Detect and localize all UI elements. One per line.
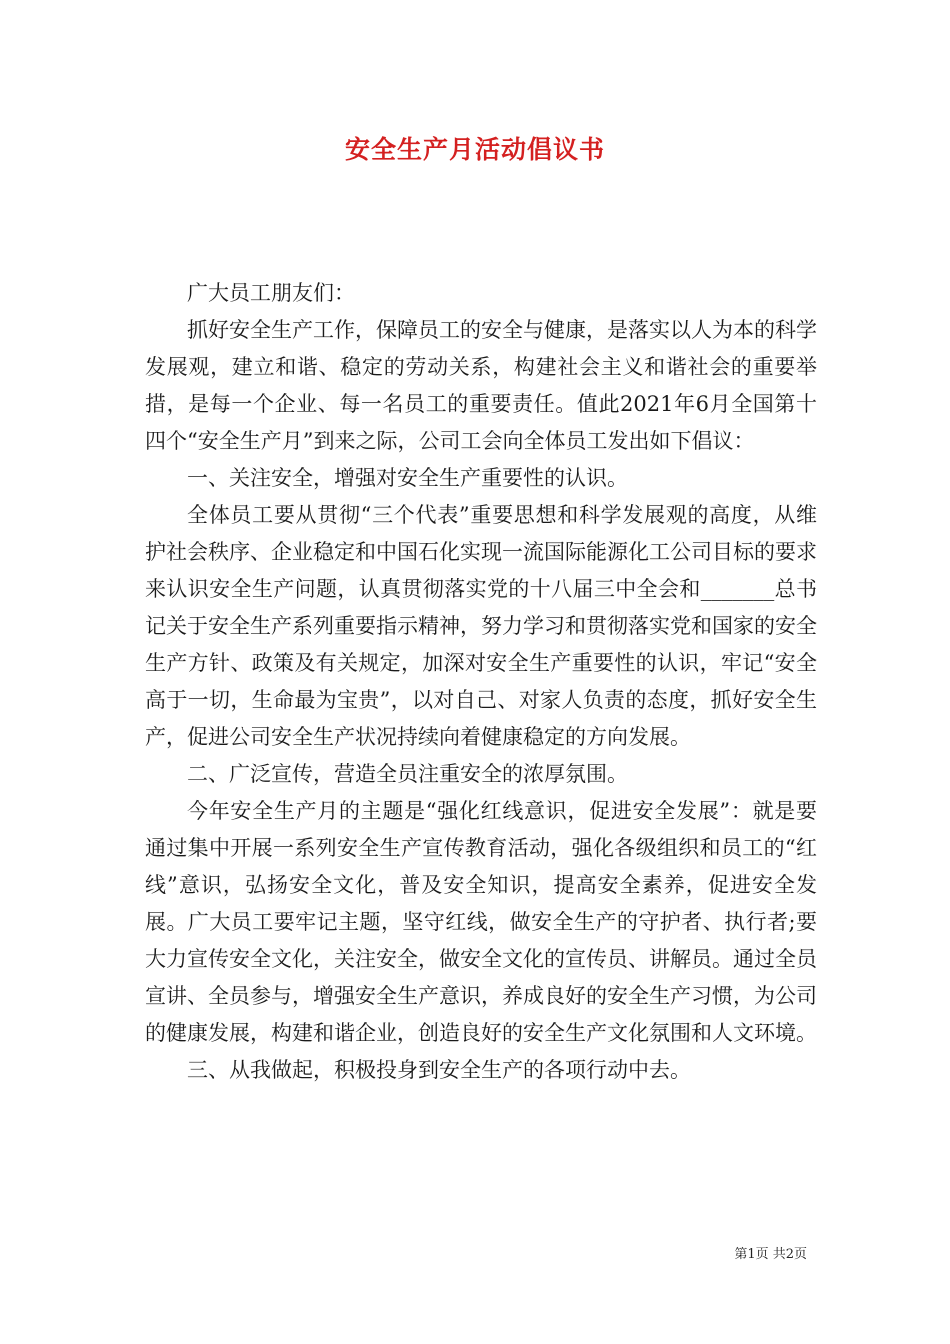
- section-heading-3: 三、从我做起，积极投身到安全生产的各项行动中去。: [187, 1058, 691, 1082]
- document-body: [145, 275, 817, 1089]
- paragraph-section-1: 全体员工要从贯彻“三个代表”重要思想和科学发展观的高度，从维护社会秩序、企业稳定和中国石化实现一流国际能源化工公司目标的要求来认识安全生产问题，认真贯彻落实党的十八届三中全会和_______总书记关于安全生产系列重要指示精神，努力学习和贯彻落实党和国家的安全生产方针、政策及有关规定，加深对安全生产重要性的认识，牢记“安全高于一切，生命最为宝贵”，以对自己、对家人负责的态度，抓好安全生产，促进公司安全生产状况持续向着健康稳定的方向发展。: [145, 503, 817, 749]
- page-number: 第1页 共2页: [734, 1247, 807, 1262]
- paragraph-section-2: 今年安全生产月的主题是“强化红线意识，促进安全发展”：就是要通过集中开展一系列安全生产宣传教育活动，强化各级组织和员工的“红线”意识，弘扬安全文化，普及安全知识，提高安全素养，促进安全发展。广大员工要牢记主题，坚守红线，做安全生产的守护者、执行者;要大力宣传安全文化，关注安全，做安全文化的宣传员、讲解员。通过全员宣讲、全员参与，增强安全生产意识，养成良好的安全生产习惯，为公司的健康发展，构建和谐企业，创造良好的安全生产文化氛围和人文环境。: [145, 799, 817, 1045]
- section-heading-2: 二、广泛宣传，营造全员注重安全的浓厚氛围。: [187, 762, 628, 786]
- document-title: 安全生产月活动倡议书: [344, 135, 605, 164]
- paragraph-intro: 抓好安全生产工作，保障员工的安全与健康，是落实以人为本的科学发展观，建立和谐、稳定的劳动关系，构建社会主义和谐社会的重要举措，是每一个企业、每一名员工的重要责任。值此2021年6月全国第十四个“安全生产月”到来之际，公司工会向全体员工发出如下倡议：: [145, 318, 817, 453]
- salutation: 广大员工朋友们：: [187, 281, 355, 305]
- section-heading-1: 一、关注安全，增强对安全生产重要性的认识。: [187, 466, 628, 490]
